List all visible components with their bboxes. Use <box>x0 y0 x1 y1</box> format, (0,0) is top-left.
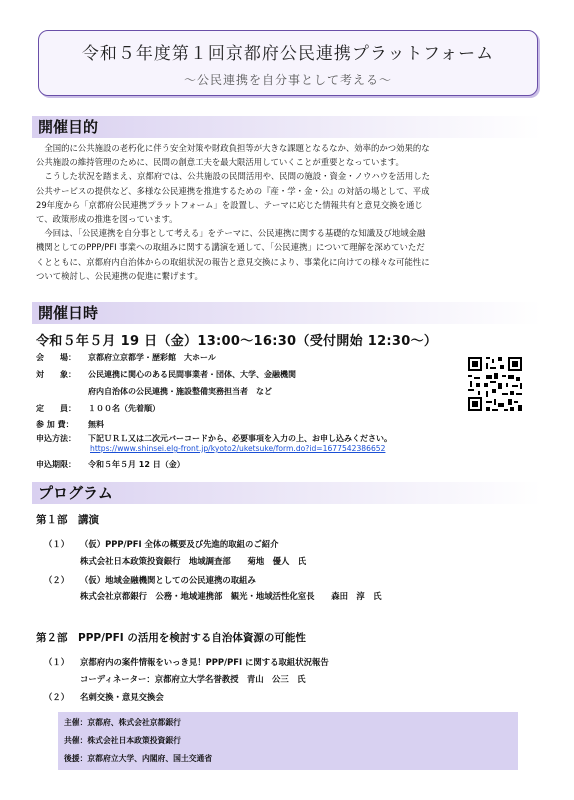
part1-title: 第１部 講演 <box>36 514 99 526</box>
program-item-speaker: コーディネーター：京都府立大学名誉教授 青山 公三 氏 <box>80 674 306 684</box>
info-target <box>36 369 296 381</box>
info-value: １００名（先着順） <box>88 404 160 413</box>
info-value: 府内自治体の公民連携・施設整備実務担当者 など <box>88 387 272 396</box>
title-banner <box>38 30 538 96</box>
info-label: 定 員： <box>36 404 76 413</box>
info-label: 対 象： <box>36 370 76 379</box>
application-link[interactable]: https://www.shinsei.elg-front.jp/kyoto2/uketsuke/form.do?id=1677542386652 <box>90 444 386 453</box>
program-item-title: （仮）PPP/PFI 全体の概要及び先進的取組のご紹介 <box>80 539 279 549</box>
info-fee <box>36 419 104 431</box>
info-value: 無料 <box>88 420 104 429</box>
info-value: 下記ＵＲＬ又は二次元バーコードから、必要事項を入力の上、お申し込みください。 <box>88 434 392 443</box>
page-subtitle: ～公民連携を自分事として考える～ <box>183 73 392 87</box>
info-label: 参 加 費： <box>36 420 74 429</box>
info-label: 申込方法： <box>36 434 76 443</box>
part2-title: 第２部 PPP/PFI の活用を検討する自治体資源の可能性 <box>36 632 306 644</box>
purpose-heading: 開催目的 <box>32 116 542 138</box>
program-item-num: （２） <box>44 575 70 585</box>
info-capacity <box>36 403 160 415</box>
info-target-cont <box>36 386 272 398</box>
info-venue <box>36 352 216 364</box>
program-item-num: （１） <box>44 539 70 549</box>
organizer-line: 主催：京都府、株式会社京都銀行 <box>64 718 181 727</box>
program-item-speaker: 株式会社日本政策投資銀行 地域調査部 菊地 優人 氏 <box>80 556 307 566</box>
info-value: 公民連携に関心のある民間事業者・団体、大学、金融機関 <box>88 370 296 379</box>
purpose-text: 全国的に公共施設の老朽化に伴う安全対策や財政負担等が大きな課題となるなか、効率的かつ効果的な 公共施設の維持管理のために、民間の創意工夫を最大限活用していくことが重要となっています。 こうした状況を踏まえ、京都府では、公共施設の民間活用や、民間の施設・資金・ノウハウを活用した 公共サービスの提供など、多様な公民連携を推進するための『産・学・金・公』の対話の場として、平成 29年度から「京都府公民連携プラットフォーム」を設置し、テーマに応じた情報共有と意見交換を通じ て、政策形成の推進を図っています。 今回は、「公民連携を自分事として考える」をテーマに、公民連携に関する基礎的な知識及び地域金融 機関としてのPPP/PFI 事業への取組みに関する講演を通して、「公民連携」について理解を深めていただ くとともに、京都府内自治体からの取組状況の報告と意見交換により、事業化に向けての様々な可能性に ついて検討し、公民連携の促進に繋げます。 <box>36 143 430 281</box>
program-heading: プログラム <box>32 482 542 504</box>
info-value: 令和５年５月 12 日（金） <box>88 460 185 469</box>
program-item-num: （２） <box>44 692 70 702</box>
program-item-speaker: 株式会社京都銀行 公務・地域連携部 観光・地域活性化室長 森田 淳 氏 <box>80 591 382 601</box>
info-value: 京都府立京都学・歴彩館 大ホール <box>88 353 216 362</box>
program-item-num: （１） <box>44 657 70 667</box>
program-item-title: （仮）地域金融機関としての公民連携の取組み <box>80 575 256 585</box>
program-item-title: 名刺交換・意見交換会 <box>80 692 164 702</box>
schedule-heading: 開催日時 <box>32 302 542 324</box>
info-deadline <box>36 459 185 471</box>
co-organizer-line: 共催：株式会社日本政策投資銀行 <box>64 736 181 745</box>
support-line: 後援：京都府立大学、内閣府、国土交通省 <box>64 754 213 763</box>
info-label: 会 場： <box>36 353 76 362</box>
program-item-title: 京都府内の案件情報をいっき見！PPP/PFI に関する取組状況報告 <box>80 657 329 667</box>
info-label: 申込期限： <box>36 460 76 469</box>
qr-code-icon[interactable] <box>466 355 524 413</box>
page-title: 令和５年度第１回京都府公民連携プラットフォーム <box>81 44 495 64</box>
event-datetime: 令和５年５月 19 日（金）13:00～16:30（受付開始 12:30～） <box>36 334 438 349</box>
